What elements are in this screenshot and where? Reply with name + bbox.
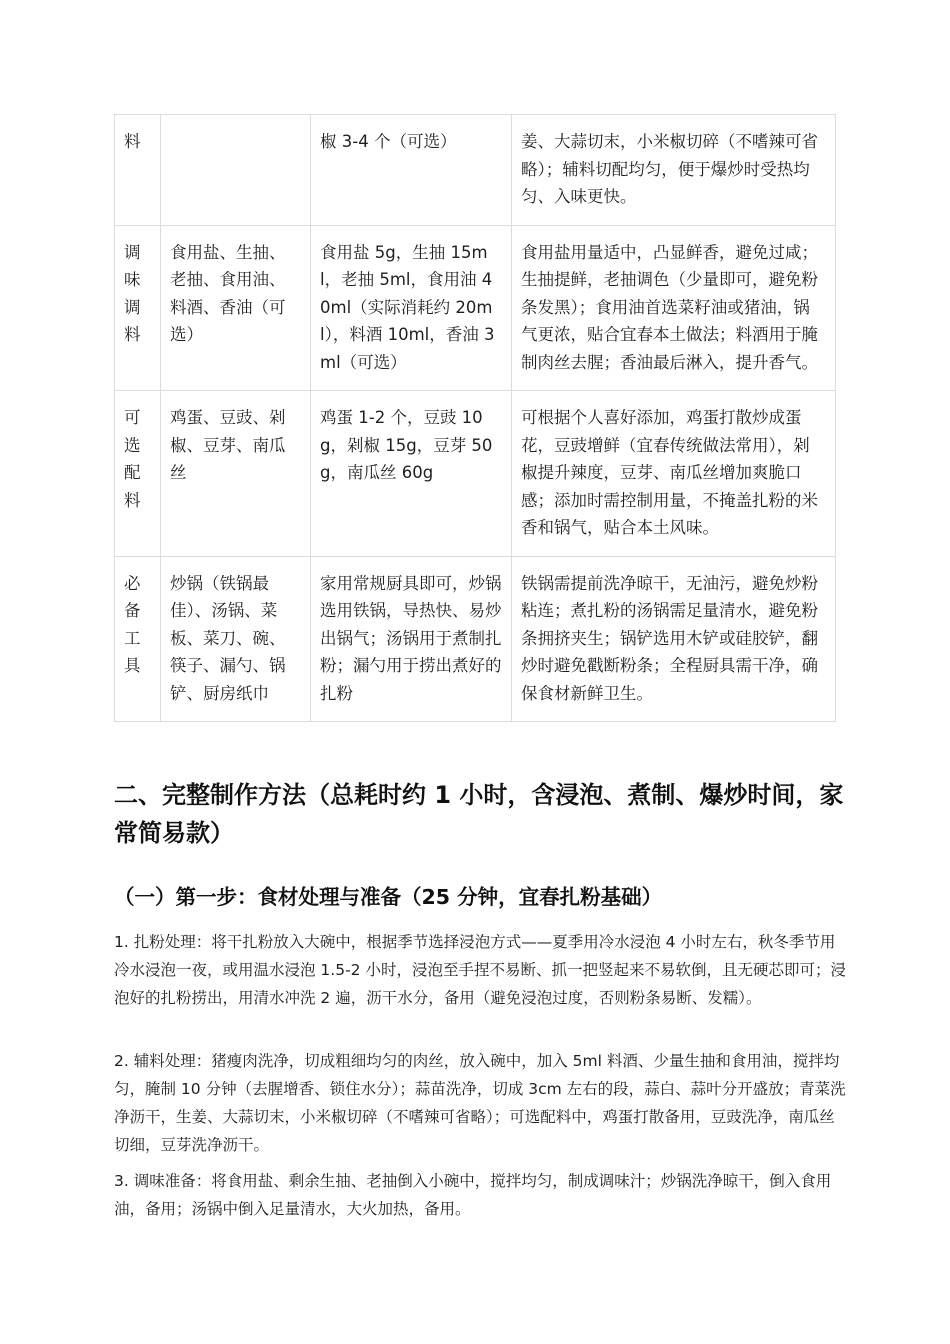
items-cell (161, 115, 311, 226)
table-row (115, 115, 836, 226)
subsection-heading: （一）第一步：食材处理与准备（25 分钟，宜春扎粉基础） (114, 885, 663, 909)
category-cell: 料 (115, 115, 161, 226)
step-paragraph: 1. 扎粉处理：将干扎粉放入大碗中，根据季节选择浸泡方式——夏季用冷水浸泡 4 小时左右，秋冬季节用冷水浸泡一夜，或用温水浸泡 1.5-2 小时，浸泡至手捏不易断、抓一把竖起来不易软倒，且无硬芯即可；浸泡好的扎粉捞出，用清水冲洗 2 遍，沥干水分，备用（避免浸泡过度，否则粉条易断、发糯）。 (114, 933, 846, 1007)
table-row (115, 391, 836, 557)
table-row (115, 556, 836, 722)
amount-cell: 椒 3-4 个（可选） (311, 115, 512, 226)
amount-cell: 食用盐 5g，生抽 15ml，老抽 5ml，食用油 40ml（实际消耗约 20ml），料酒 10ml，香油 3ml（可选） (311, 225, 512, 391)
ingredients-table (114, 114, 836, 722)
items-cell: 食用盐、生抽、老抽、食用油、料酒、香油（可选） (161, 225, 311, 391)
category-cell: 调味调料 (115, 225, 161, 391)
items-cell: 炒锅（铁锅最佳）、汤锅、菜板、菜刀、碗、筷子、漏勺、锅铲、厨房纸巾 (161, 556, 311, 722)
amount-cell: 家用常规厨具即可，炒锅选用铁锅，导热快、易炒出锅气；汤锅用于煮制扎粉；漏勺用于捞出煮好的扎粉 (311, 556, 512, 722)
note-cell: 食用盐用量适中，凸显鲜香，避免过咸；生抽提鲜，老抽调色（少量即可，避免粉条发黑）；食用油首选菜籽油或猪油，锅气更浓，贴合宜春本土做法；料酒用于腌制肉丝去腥；香油最后淋入，提升香气。 (512, 225, 836, 391)
note-cell: 可根据个人喜好添加，鸡蛋打散炒成蛋花，豆豉增鲜（宜春传统做法常用），剁椒提升辣度，豆芽、南瓜丝增加爽脆口感；添加时需控制用量，不掩盖扎粉的米香和锅气，贴合本土风味。 (512, 391, 836, 557)
items-cell: 鸡蛋、豆豉、剁椒、豆芽、南瓜丝 (161, 391, 311, 557)
step-paragraph: 3. 调味准备：将食用盐、剩余生抽、老抽倒入小碗中，搅拌均匀，制成调味汁；炒锅洗净晾干，倒入食用油，备用；汤锅中倒入足量清水，大火加热，备用。 (114, 1172, 832, 1218)
amount-cell: 鸡蛋 1-2 个，豆豉 10g，剁椒 15g，豆芽 50g，南瓜丝 60g (311, 391, 512, 557)
section-heading: 二、完整制作方法（总耗时约 1 小时，含浸泡、煮制、爆炒时间，家常简易款） (114, 781, 844, 847)
category-cell: 可选配料 (115, 391, 161, 557)
note-cell: 铁锅需提前洗净晾干，无油污，避免炒粉粘连；煮扎粉的汤锅需足量清水，避免粉条拥挤夹生；锅铲选用木铲或硅胶铲，翻炒时避免戳断粉条；全程厨具需干净，确保食材新鲜卫生。 (512, 556, 836, 722)
table-row (115, 225, 836, 391)
note-cell: 姜、大蒜切末，小米椒切碎（不嗜辣可省略）；辅料切配均匀，便于爆炒时受热均匀、入味更快。 (512, 115, 836, 226)
step-paragraph: 2. 辅料处理：猪瘦肉洗净，切成粗细均匀的肉丝，放入碗中，加入 5ml 料酒、少量生抽和食用油，搅拌均匀，腌制 10 分钟（去腥增香、锁住水分）；蒜苗洗净，切成 3cm 左右的段，蒜白、蒜叶分开盛放；青菜洗净沥干，生姜、大蒜切末，小米椒切碎（不嗜辣可省略）；可选配料中，鸡蛋打散备用，豆豉洗净，南瓜丝切细，豆芽洗净沥干。 (114, 1052, 846, 1154)
category-cell: 必备工具 (115, 556, 161, 722)
